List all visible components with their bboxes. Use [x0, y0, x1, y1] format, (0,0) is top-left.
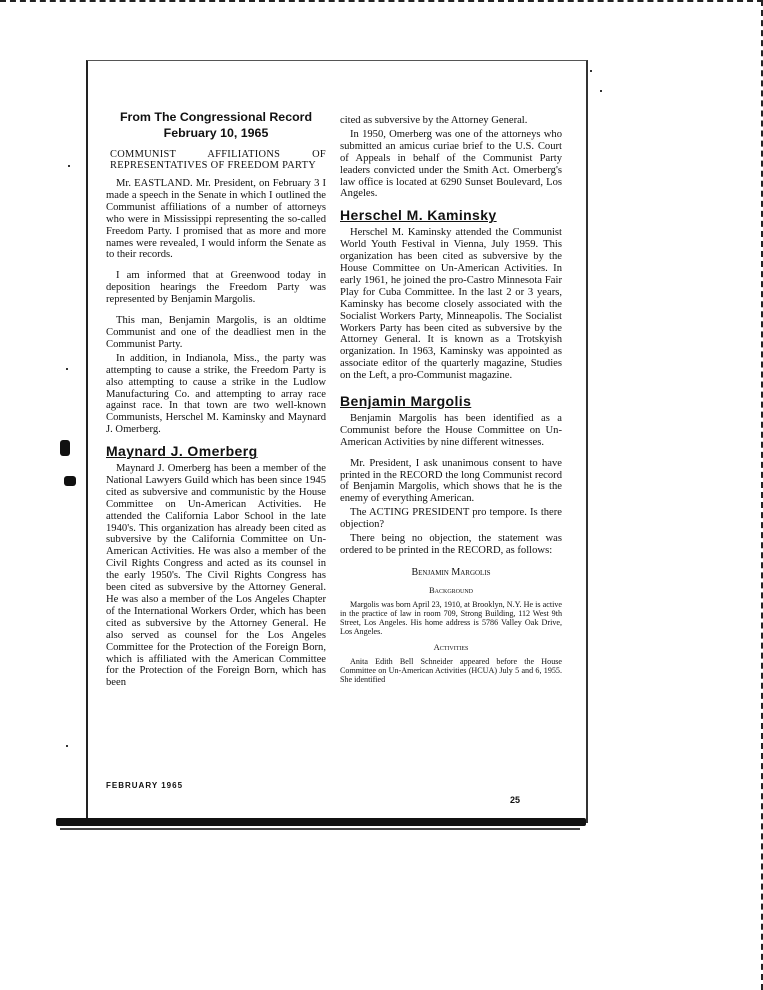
paragraph: I am informed that at Greenwood today in deposition hearings the Freedom Party was represented by Benjamin Margolis.	[106, 270, 326, 306]
activities-label: Activities	[433, 641, 469, 652]
speck	[68, 165, 70, 167]
paragraph: Mr. EASTLAND. Mr. President, on February 3 I made a speech in the Senate in which I outlined the Communist affiliations of a number of attorneys who were in Mississippi representing the so-called Freedom Party. I promised that as more and more names were revealed, I would inform the Senate as to their records.	[106, 178, 326, 261]
document-page	[86, 60, 588, 823]
section-heading-margolis: Benjamin Margolis	[340, 393, 472, 410]
masthead-source: From The Congressional Record	[119, 110, 313, 124]
paragraph: The ACTING PRESIDENT pro tempore. Is there objection?	[340, 507, 562, 531]
speck	[590, 70, 592, 72]
paragraph: In addition, in Indianola, Miss., the party was attempting to cause a strike, the Freedom Party is also attempting to cause a strike in the Ludlow Manufacturing Co. and attempting to array race against race. In that town are two well-known Communists, Herschel M. Kaminsky and Maynard J. Omerberg.	[106, 352, 326, 436]
record-title: Benjamin Margolis	[411, 566, 491, 578]
paragraph: This man, Benjamin Margolis, is an oldtime Communist and one of the deadliest men in the Communist Party.	[106, 315, 326, 350]
activities-text: Anita Edith Bell Schneider appeared before the House Committee on Un-American Activities (HCUA) July 5 and 6, 1955. She identified	[340, 656, 562, 684]
footer-date: FEBRUARY 1965	[106, 781, 184, 790]
paragraph: Mr. President, I ask unanimous consent to have printed in the RECORD the long Communist record of Benjamin Margolis, which shows that he is the enemy of everything American.	[340, 457, 562, 505]
speck	[66, 745, 68, 747]
article-subhead: COMMUNIST AFFILIATIONS OF REPRESENTATIVES OF FREEDOM PARTY	[110, 149, 326, 171]
binder-mark-1	[60, 440, 70, 456]
paragraph: There being no objection, the statement was ordered to be printed in the RECORD, as follows:	[340, 533, 562, 556]
speck	[600, 90, 602, 92]
speck	[66, 368, 68, 370]
paragraph: Herschel M. Kaminsky attended the Communist World Youth Festival in Vienna, July 1959. This organization has been cited as subversive by the House Committee on Un-American Activities. In early 1961, he joined the pro-Castro Minnesota Fair Play for Cuba Committee. In the last 2 or 3 years, Kaminsky has become closely associated with the Socialist Workers Party, Minneapolis. The Socialist Workers Party has been cited as subversive by the Attorney General. It is known as a Trotskyish organization. In 1963, Kaminsky was appointed as associate editor of the quarterly magazine, Studies on the Left, a pro-Communist magazine.	[340, 227, 562, 382]
masthead	[106, 109, 326, 141]
paragraph: cited as subversive by the Attorney General.	[340, 115, 528, 126]
page-number: 25	[510, 795, 521, 805]
binder-mark-2	[64, 476, 76, 486]
section-heading-kaminsky: Herschel M. Kaminsky	[340, 207, 497, 224]
section-heading-omerberg: Maynard J. Omerberg	[106, 443, 258, 460]
page-bottom-edge	[56, 818, 586, 826]
paragraph: In 1950, Omerberg was one of the attorneys who submitted an amicus curiae brief to the U.S. Court of Appeals in behalf of the Communist Party leaders convicted under the Smith Act. Omerberg's law office is located at 6290 Sunset Boulevard, Los Angeles.	[340, 128, 562, 200]
paragraph: Maynard J. Omerberg has been a member of the National Lawyers Guild which has been since 1945 cited as subversive and communistic by the House Committee on Un-American Activities. He attended the California Labor School in the late 1940's. This organization has already been cited as subversive by the California Committee on Un-American Activities. He was also a member of the Civil Rights Congress and acted as its counsel in the early 1950's. The Civil Rights Congress has been cited as subversive by the Attorney General. He was also a member of the Los Angeles Chapter of the International Workers Order, which has been cited as subversive by the Attorney General. He also served as counsel for the Los Angeles Committee for the Protection of the Foreign Born, which is affiliated with the American Committee for the Protection of the Foreign Born, which has been	[106, 463, 326, 689]
masthead-date: February 10, 1965	[163, 126, 269, 140]
background-label: Background	[428, 584, 473, 595]
scan-border-top	[0, 0, 763, 4]
left-column	[106, 109, 326, 691]
page-bottom-shadow	[60, 828, 580, 830]
right-column	[340, 115, 562, 686]
background-text: Margolis was born April 23, 1910, at Brooklyn, N.Y. He is active in the practice of law in room 709, Strong Building, 112 West 9th Street, Los Angeles. His home address is 5786 Valley Oak Drive, Los Angeles.	[340, 599, 562, 636]
paragraph: Benjamin Margolis has been identified as a Communist before the House Committee on Un-American Activities by nine different witnesses.	[340, 412, 562, 448]
